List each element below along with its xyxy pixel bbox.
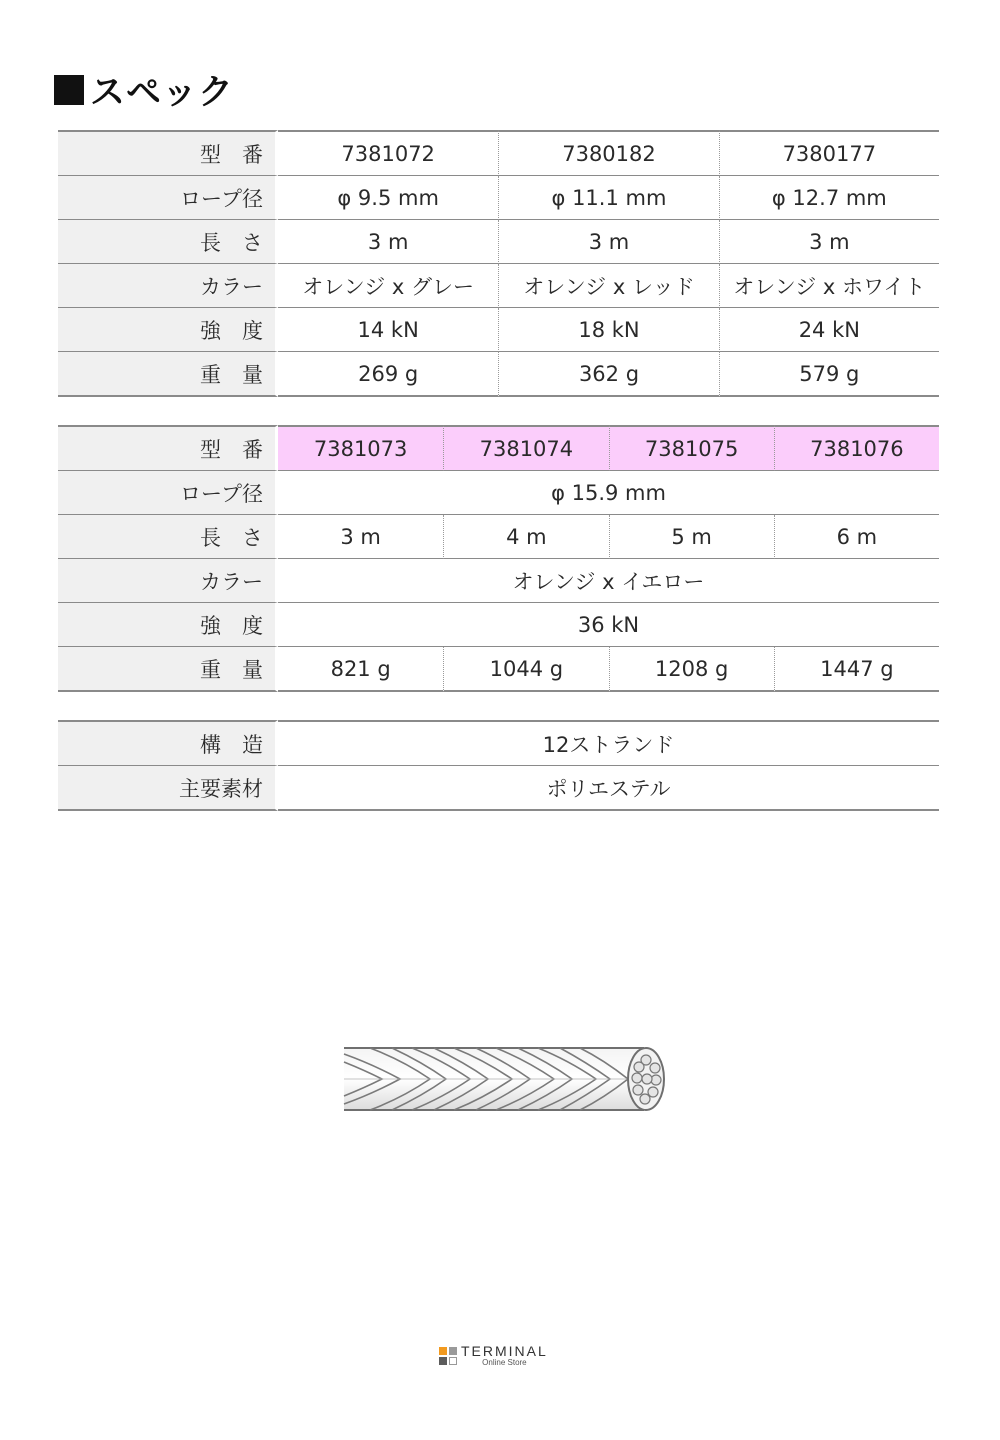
color-cell: オレンジ x レッド: [498, 264, 718, 308]
row-label-length: 長 さ: [58, 220, 278, 264]
terminal-logo: [439, 1344, 548, 1367]
row-label-length: 長 さ: [58, 515, 278, 559]
model-cell: 7381072: [278, 130, 498, 176]
model-cell: 7381075: [609, 425, 774, 471]
diameter-cell: φ 9.5 mm: [278, 176, 498, 220]
strength-cell: 18 kN: [498, 308, 718, 352]
weight-cell: 579 g: [719, 352, 939, 397]
diameter-cell: φ 15.9 mm: [278, 471, 939, 515]
table-row: [58, 720, 939, 766]
color-cell: オレンジ x イエロー: [278, 559, 939, 603]
row-label-material: 主要素材: [58, 766, 278, 811]
table-row: [58, 471, 939, 515]
row-label-color: カラー: [58, 559, 278, 603]
structure-cell: 12ストランド: [278, 720, 939, 766]
length-cell: 6 m: [774, 515, 939, 559]
table-row: [58, 220, 939, 264]
length-cell: 3 m: [278, 220, 498, 264]
weight-cell: 362 g: [498, 352, 718, 397]
length-cell: 5 m: [609, 515, 774, 559]
table-row: [58, 647, 939, 692]
row-label-weight: 重 量: [58, 647, 278, 692]
logo-brand-text: TERMINAL: [461, 1343, 548, 1359]
row-label-strength: 強 度: [58, 308, 278, 352]
logo-sub-text: Online Store: [482, 1358, 527, 1367]
length-cell: 3 m: [719, 220, 939, 264]
section-heading-text: スペック: [90, 73, 235, 113]
model-cell: 7380177: [719, 130, 939, 176]
table-row: [58, 176, 939, 220]
table-row: [58, 766, 939, 811]
row-label-strength: 強 度: [58, 603, 278, 647]
table-row: [58, 264, 939, 308]
table-row: [58, 603, 939, 647]
strength-cell: 14 kN: [278, 308, 498, 352]
model-cell: 7381076: [774, 425, 939, 471]
table-row: [58, 515, 939, 559]
row-label-diameter: ロープ径: [58, 176, 278, 220]
section-heading: [54, 66, 234, 114]
material-cell: ポリエステル: [278, 766, 939, 811]
table-row: [58, 130, 939, 176]
length-cell: 3 m: [498, 220, 718, 264]
weight-cell: 269 g: [278, 352, 498, 397]
row-label-structure: 構 造: [58, 720, 278, 766]
table-row: [58, 308, 939, 352]
length-cell: 3 m: [278, 515, 443, 559]
row-label-diameter: ロープ径: [58, 471, 278, 515]
logo-mark-icon: [439, 1347, 457, 1365]
length-cell: 4 m: [443, 515, 608, 559]
weight-cell: 1447 g: [774, 647, 939, 692]
spec-table-3: [58, 720, 939, 811]
diameter-cell: φ 11.1 mm: [498, 176, 718, 220]
table-row: [58, 559, 939, 603]
model-cell: 7381074: [443, 425, 608, 471]
weight-cell: 1044 g: [443, 647, 608, 692]
rope-braid-illustration: [342, 1040, 672, 1120]
row-label-model: 型 番: [58, 425, 278, 471]
table-row: [58, 425, 939, 471]
diameter-cell: φ 12.7 mm: [719, 176, 939, 220]
model-cell: 7381073: [278, 425, 443, 471]
row-label-model: 型 番: [58, 130, 278, 176]
strength-cell: 36 kN: [278, 603, 939, 647]
row-label-weight: 重 量: [58, 352, 278, 397]
weight-cell: 1208 g: [609, 647, 774, 692]
spec-table-2: [58, 425, 939, 692]
color-cell: オレンジ x グレー: [278, 264, 498, 308]
row-label-color: カラー: [58, 264, 278, 308]
color-cell: オレンジ x ホワイト: [719, 264, 939, 308]
table-row: [58, 352, 939, 397]
model-cell: 7380182: [498, 130, 718, 176]
black-square-icon: [54, 75, 84, 105]
weight-cell: 821 g: [278, 647, 443, 692]
spec-table-1: [58, 130, 939, 397]
strength-cell: 24 kN: [719, 308, 939, 352]
